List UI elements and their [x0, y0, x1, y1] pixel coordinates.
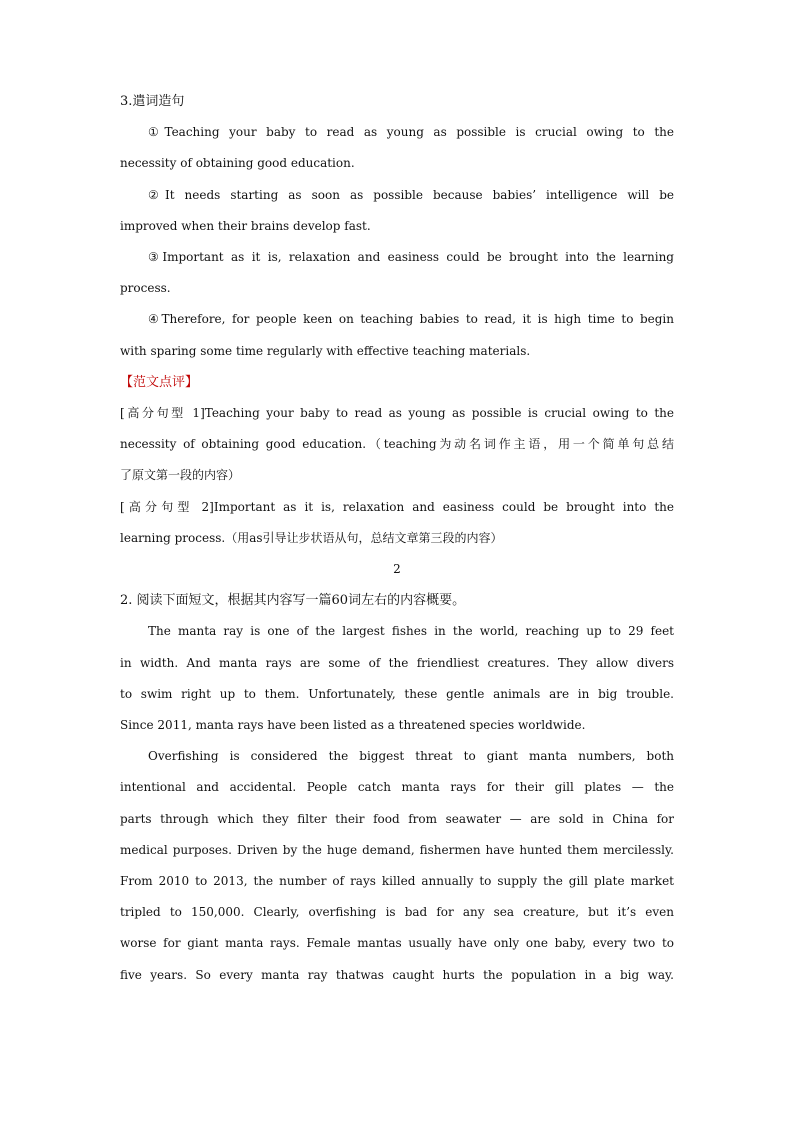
passage-line: intentional and accidental. People catch manta rays for their gill plates — the [120, 780, 674, 795]
review-heading: 【范文点评】 [120, 374, 199, 390]
sentence-line: with sparing some time regularly with effective teaching materials. [120, 343, 531, 358]
passage-line: in width. And manta rays are some of the friendliest creatures. They allow divers [120, 655, 674, 670]
passage-line: to swim right up to them. Unfortunately, these gentle animals are in big trouble. [120, 686, 674, 701]
passage-line: medical purposes. Driven by the huge demand, fishermen have hunted them mercilessly. [120, 842, 674, 857]
review-line: 了原文第一段的内容） [120, 468, 241, 483]
sentence-line: improved when their brains develop fast. [120, 218, 371, 233]
review-line: learning process.（用as引导让步状语从句，总结文章第三段的内容） [120, 530, 503, 545]
sentence-line: ③Important as it is, relaxation and easiness could be brought into the learning [148, 250, 674, 265]
review-line: necessity of obtaining good education.（teaching为动名词作主语，用一个简单句总结 [120, 437, 674, 452]
section-heading-3: 3.遣词造句 [120, 94, 185, 109]
sentence-line: process. [120, 281, 171, 296]
passage-line: worse for giant manta rays. Female mantas usually have only one baby, every two to [120, 936, 674, 951]
passage-line: From 2010 to 2013, the number of rays killed annually to supply the gill plate market [120, 874, 674, 889]
passage-line: five years. So every manta ray thatwas caught hurts the population in a big way. [120, 967, 674, 982]
passage-line: tripled to 150,000. Clearly, overfishing is bad for any sea creature, but it’s even [120, 905, 674, 920]
passage-line: The manta ray is one of the largest fishes in the world, reaching up to 29 feet [148, 624, 674, 639]
task-heading: 2. 阅读下面短文，根据其内容写一篇60词左右的内容概要。 [120, 593, 466, 609]
review-line: [高分句型 2]Important as it is, relaxation and easiness could be brought into the [120, 499, 674, 514]
sentence-line: ②It needs starting as soon as possible because babies’ intelligence will be [148, 187, 674, 202]
document-page [120, 86, 674, 991]
passage-line: parts through which they filter their food from seawater — are sold in China for [120, 811, 674, 826]
sentence-line: ①Teaching your baby to read as young as possible is crucial owing to the [148, 125, 674, 140]
passage-line: Since 2011, manta rays have been listed as a threatened species worldwide. [120, 718, 586, 733]
page-number: 2 [393, 562, 401, 577]
sentence-line: ④Therefore, for people keen on teaching babies to read, it is high time to begin [148, 312, 674, 327]
passage-line: Overfishing is considered the biggest threat to giant manta numbers, both [148, 749, 674, 764]
review-line: [高分句型 1]Teaching your baby to read as young as possible is crucial owing to the [120, 406, 674, 421]
sentence-line: necessity of obtaining good education. [120, 156, 355, 171]
